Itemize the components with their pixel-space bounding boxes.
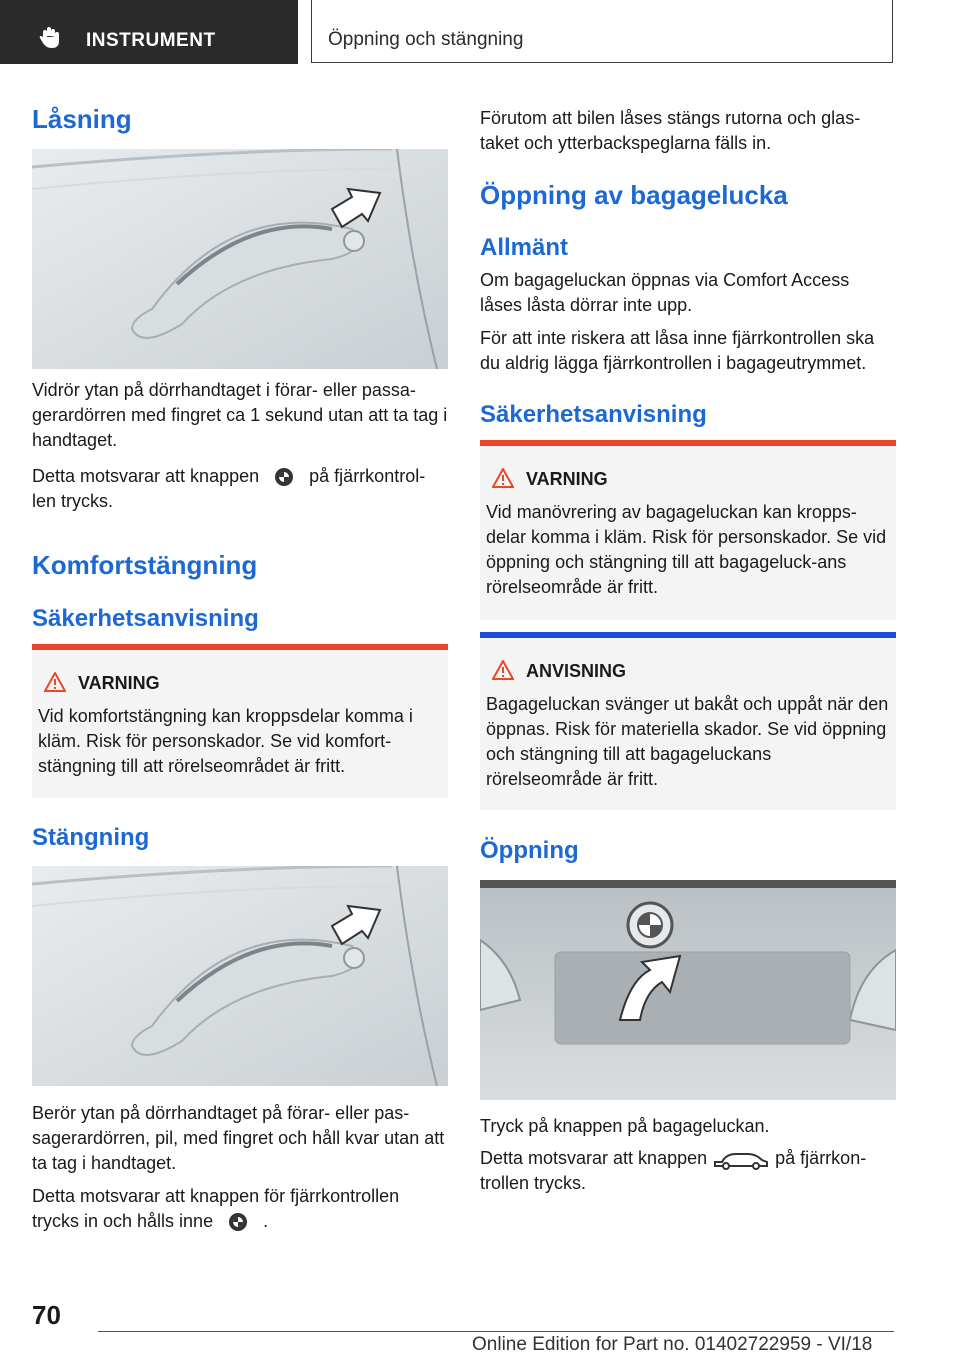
heading-sakerhet-left: Säkerhetsanvisning	[32, 605, 259, 632]
heading-stangning: Stängning	[32, 824, 150, 851]
warning-title: VARNING	[526, 469, 608, 489]
notice-title: ANVISNING	[526, 661, 627, 681]
lock-button-icon	[264, 466, 304, 488]
heading-sakerhet-right: Säkerhetsanvisning	[480, 401, 707, 428]
warning-box-left	[32, 644, 448, 798]
paragraph-lock-2: Detta motsvarar att knappen på fjärrkontrol-len trycks.	[32, 466, 426, 511]
warning-triangle-icon	[44, 672, 66, 692]
paragraph-open-2: Detta motsvarar att knappen på fjärrkon-trollen trycks.	[480, 1148, 867, 1193]
heading-komfortstangning: Komfortstängning	[32, 550, 258, 580]
topic-label: Öppning och stängning	[328, 29, 524, 50]
footer-divider	[98, 1331, 894, 1332]
section-tab	[0, 0, 298, 64]
heading-lasning: Låsning	[32, 104, 132, 134]
notice-triangle-icon	[492, 660, 514, 680]
paragraph-close-1: Berör ytan på dörrhandtaget på förar- eller pas-sagerardörren, pil, med fingret och håll kvar utan att ta tag i handtaget.	[32, 1103, 445, 1173]
warning-bar	[480, 440, 896, 446]
heading-oppning-bagagelucka: Öppning av bagagelucka	[480, 180, 788, 210]
warning-body: Vid komfortstängning kan kroppsdelar komma i kläm. Risk för personskador. Se vid komfort-stängning till att rörelseområdet är fritt.	[38, 706, 413, 776]
warning-triangle-icon	[492, 468, 514, 488]
trunk-button-icon	[712, 1148, 770, 1170]
warning-bar	[32, 644, 448, 650]
heading-allmant: Allmänt	[480, 234, 569, 261]
notice-bar	[480, 632, 896, 638]
door-handle-photo-lock	[32, 149, 448, 369]
paragraph-general-1: Om bagageluckan öppnas via Comfort Access låses låsta dörrar inte upp.	[480, 270, 850, 315]
warning-title: VARNING	[78, 673, 160, 693]
notice-box	[480, 632, 896, 810]
notice-body: Bagageluckan svänger ut bakåt och uppåt när den öppnas. Risk för materiella skador. Se vid öppning och stängning till att bagageluckans rörelseområde är fritt.	[486, 694, 889, 789]
footer-edition: Online Edition for Part no. 01402722959 - VI/18	[472, 1334, 873, 1355]
warning-box-right	[480, 440, 896, 620]
paragraph-windows: Förutom att bilen låses stängs rutorna och glas-taket och ytterbackspeglarna fälls in.	[480, 108, 861, 153]
paragraph-open-1: Tryck på knappen på bagageluckan.	[480, 1116, 770, 1136]
paragraph-close-2: Detta motsvarar att knappen för fjärrkontrollen trycks in och hålls inne .	[32, 1184, 448, 1234]
door-handle-photo-close	[32, 866, 448, 1086]
trunk-lid-photo	[480, 880, 896, 1100]
paragraph-lock-1: Vidrör ytan på dörrhandtaget i förar- eller passa-gerardörren med fingret ca 1 sekund utan att ta tag i handtaget.	[32, 380, 448, 450]
paragraph-general-2: För att inte riskera att låsa inne fjärrkontrollen ska du aldrig lägga fjärrkontrollen i bagageutrymmet.	[480, 328, 875, 373]
page-number: 70	[32, 1300, 61, 1330]
section-label: INSTRUMENT	[86, 30, 216, 51]
warning-body: Vid manövrering av bagageluckan kan kropps-delar komma i kläm. Risk för personskador. Se vid öppning och stängning till att bagageluck-ans rörelseområde är fritt.	[486, 502, 887, 597]
lock-button-icon	[218, 1211, 258, 1233]
topic-tab	[311, 0, 893, 63]
heading-oppning: Öppning	[480, 837, 579, 864]
hand-pointer-icon	[38, 25, 64, 51]
